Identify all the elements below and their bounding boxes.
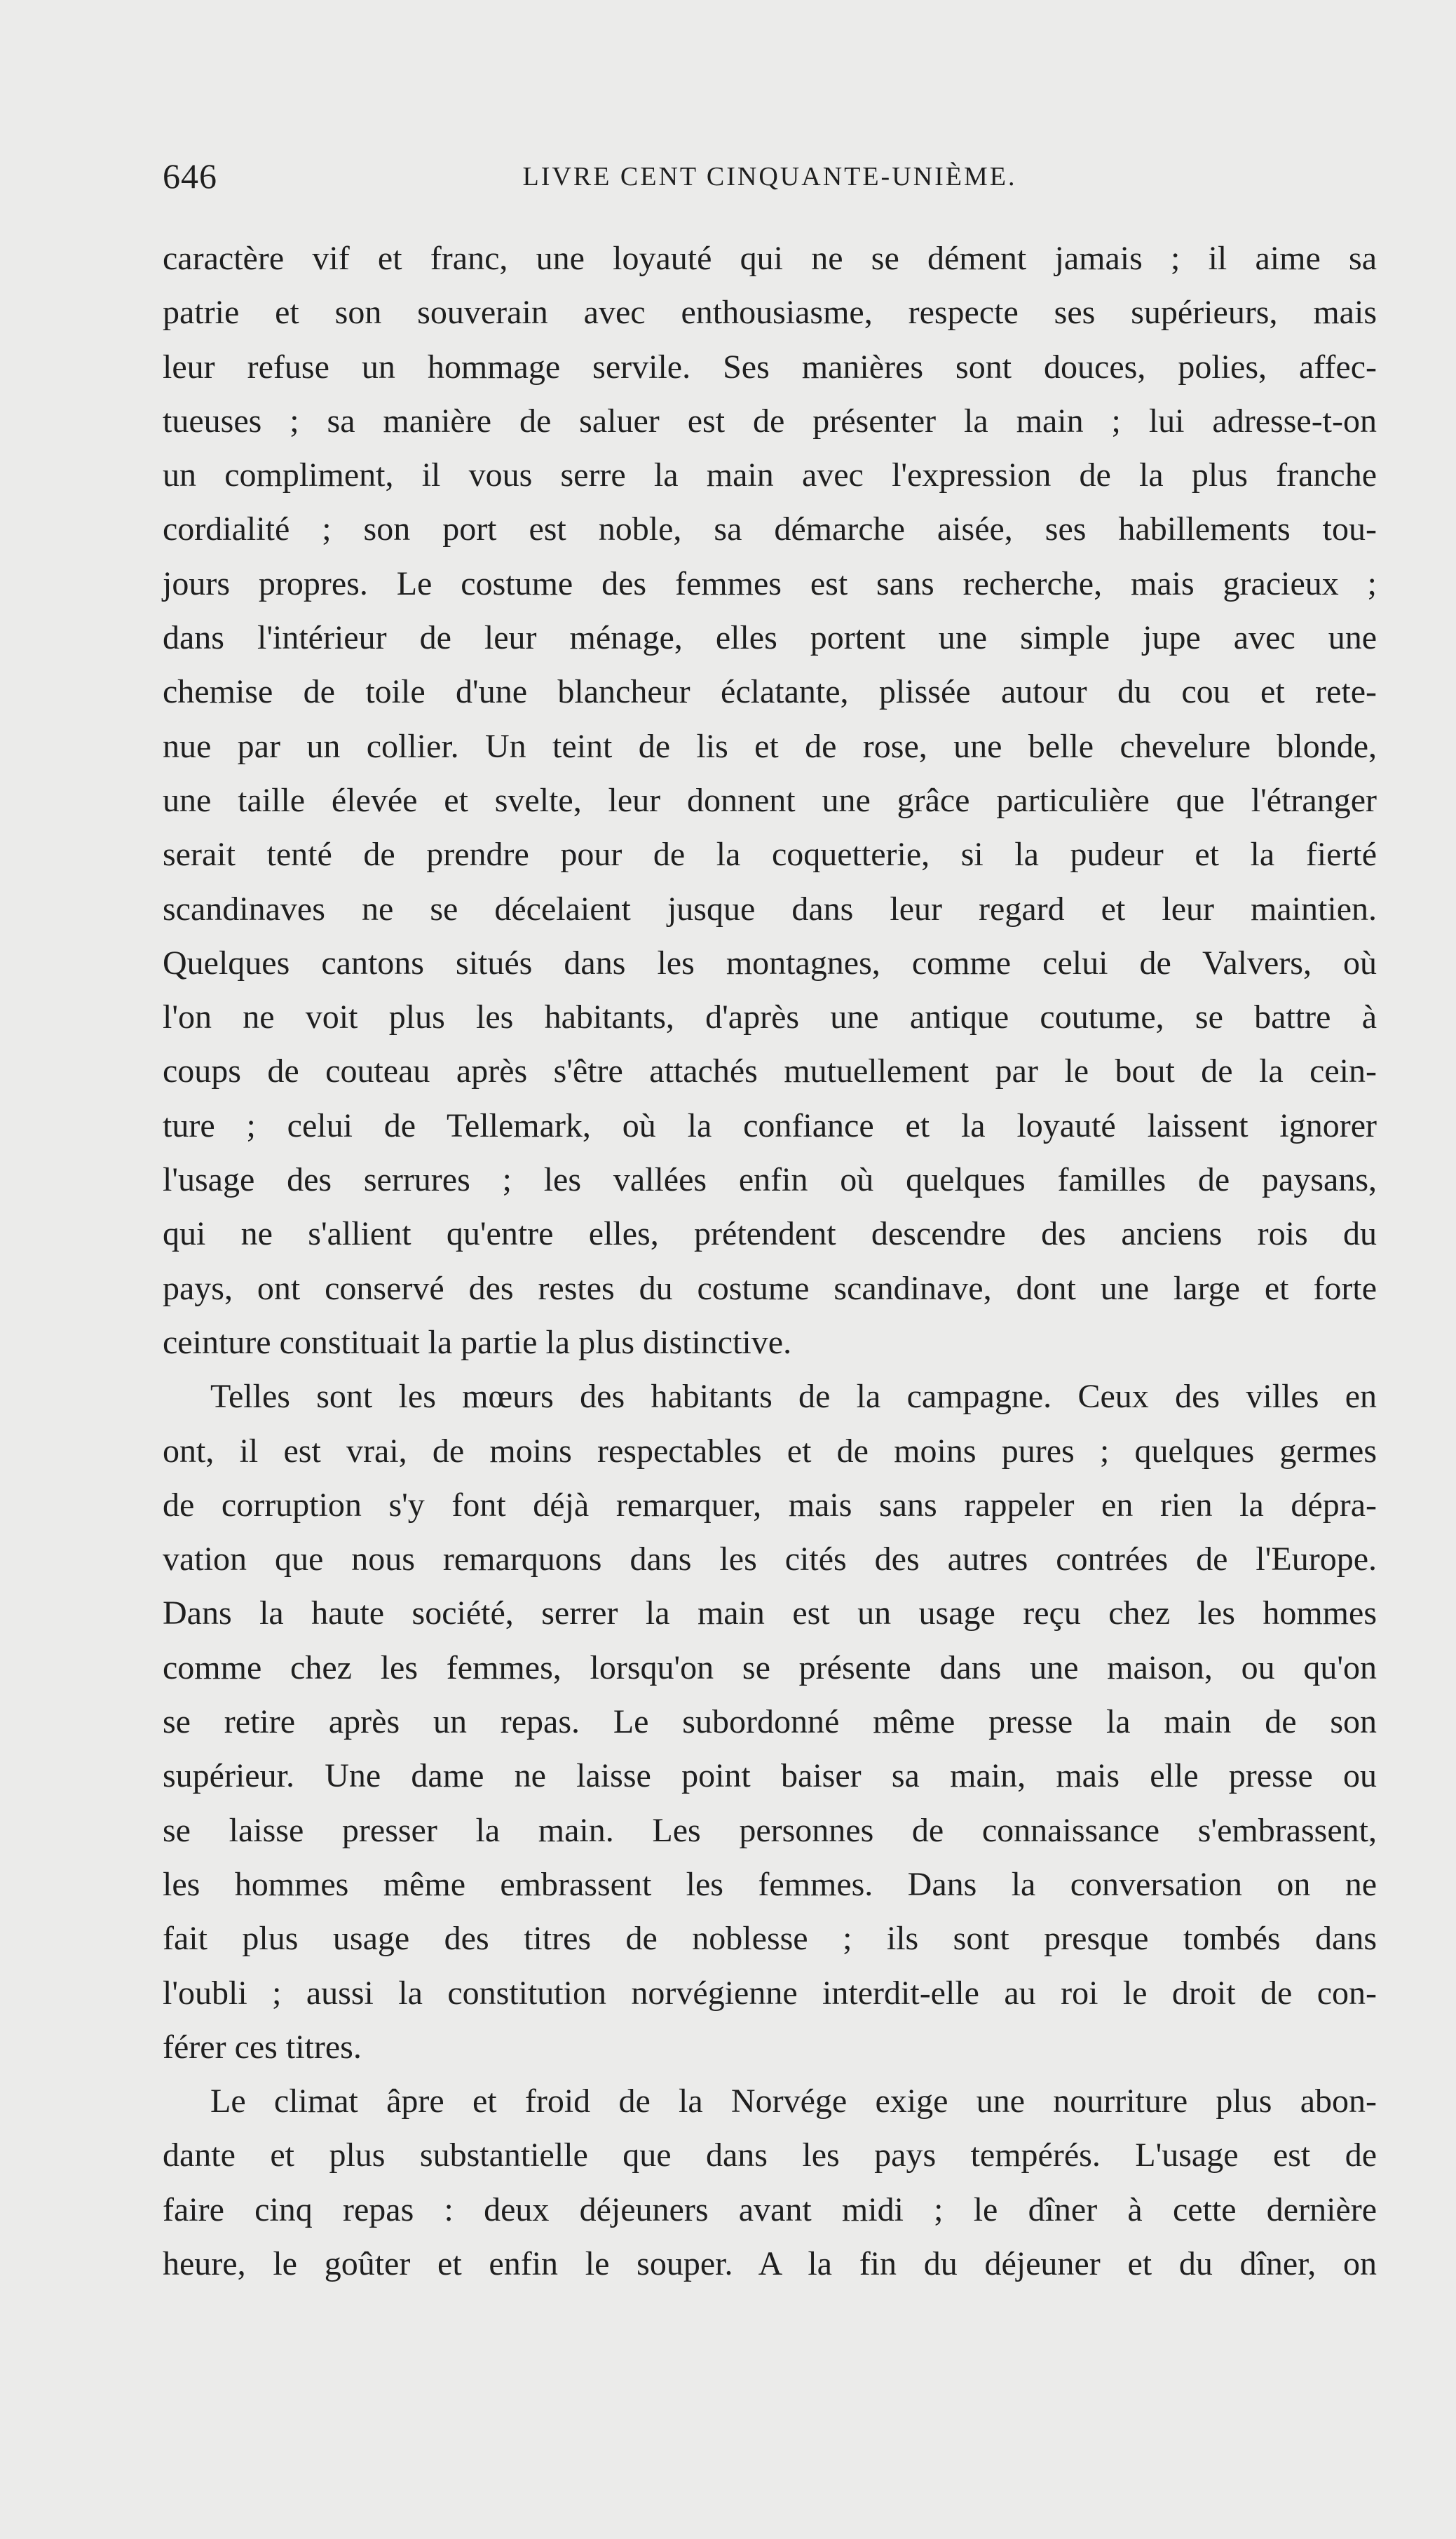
text-line: qui ne s'allient qu'entre elles, prétendent descendre des anciens rois du	[163, 1215, 1377, 1253]
text-line: l'on ne voit plus les habitants, d'après une antique coutume, se battre à	[163, 998, 1377, 1036]
text-line: dans l'intérieur de leur ménage, elles portent une simple jupe avec une	[163, 619, 1377, 657]
text-line: patrie et son souverain avec enthousiasme, respecte ses supérieurs, mais	[163, 294, 1377, 332]
text-line: fait plus usage des titres de noblesse ; ils sont presque tombés dans	[163, 1920, 1377, 1958]
text-line: Dans la haute société, serrer la main est un usage reçu chez les hommes	[163, 1595, 1377, 1632]
text-line: pays, ont conservé des restes du costume scandinave, dont une large et forte	[163, 1269, 1377, 1307]
text-line: un compliment, il vous serre la main avec l'expression de la plus franche	[163, 456, 1377, 494]
body-text	[163, 231, 1377, 2291]
paragraph-end-line: férer ces titres.	[163, 2028, 362, 2066]
text-line: tueuses ; sa manière de saluer est de présenter la main ; lui adresse-t-on	[163, 402, 1377, 440]
text-line: les hommes même embrassent les femmes. Dans la conversation on ne	[163, 1865, 1377, 1903]
text-line: leur refuse un hommage servile. Ses manières sont douces, polies, affec-	[163, 348, 1377, 386]
text-line: de corruption s'y font déjà remarquer, mais sans rappeler en rien la dépra-	[163, 1486, 1377, 1524]
text-line: coups de couteau après s'être attachés mutuellement par le bout de la cein-	[163, 1052, 1377, 1090]
text-line: Quelques cantons situés dans les montagnes, comme celui de Valvers, où	[163, 944, 1377, 982]
text-line: l'usage des serrures ; les vallées enfin où quelques familles de paysans,	[163, 1161, 1377, 1199]
text-line: caractère vif et franc, une loyauté qui ne se dément jamais ; il aime sa	[163, 240, 1377, 277]
text-line: dante et plus substantielle que dans les pays tempérés. L'usage est de	[163, 2137, 1377, 2174]
text-line: serait tenté de prendre pour de la coquetterie, si la pudeur et la fierté	[163, 836, 1377, 874]
paragraph-start-line: Le climat âpre et froid de la Norvége exige une nourriture plus abon-	[210, 2083, 1377, 2120]
text-line: vation que nous remarquons dans les cités des autres contrées de l'Europe.	[163, 1541, 1377, 1578]
text-line: ont, il est vrai, de moins respectables et de moins pures ; quelques germes	[163, 1432, 1377, 1470]
paragraph-start-line: Telles sont les mœurs des habitants de la campagne. Ceux des villes en	[210, 1378, 1377, 1416]
text-line: nue par un collier. Un teint de lis et de rose, une belle chevelure blonde,	[163, 727, 1377, 765]
page-header	[163, 156, 1377, 198]
text-line: une taille élevée et svelte, leur donnent une grâce particulière que l'étranger	[163, 781, 1377, 819]
text-line: supérieur. Une dame ne laisse point baiser sa main, mais elle presse ou	[163, 1757, 1377, 1795]
text-line: heure, le goûter et enfin le souper. A la fin du déjeuner et du dîner, on	[163, 2245, 1377, 2282]
running-title: LIVRE CENT CINQUANTE-UNIÈME.	[522, 162, 1017, 191]
text-line: chemise de toile d'une blancheur éclatante, plissée autour du cou et rete-	[163, 673, 1377, 711]
text-line: faire cinq repas : deux déjeuners avant midi ; le dîner à cette dernière	[163, 2191, 1377, 2228]
text-line: se laisse presser la main. Les personnes de connaissance s'embrassent,	[163, 1811, 1377, 1849]
text-line: scandinaves ne se décelaient jusque dans leur regard et leur maintien.	[163, 890, 1377, 928]
text-line: comme chez les femmes, lorsqu'on se présente dans une maison, ou qu'on	[163, 1648, 1377, 1686]
text-line: l'oubli ; aussi la constitution norvégienne interdit-elle au roi le droit de con-	[163, 1974, 1377, 2012]
text-line: cordialité ; son port est noble, sa démarche aisée, ses habillements tou-	[163, 510, 1377, 548]
paragraph-end-line: ceinture constituait la partie la plus distinctive.	[163, 1323, 792, 1361]
text-line: jours propres. Le costume des femmes est sans recherche, mais gracieux ;	[163, 564, 1377, 602]
text-line: ture ; celui de Tellemark, où la confiance et la loyauté laissent ignorer	[163, 1106, 1377, 1144]
text-line: se retire après un repas. Le subordonné même presse la main de son	[163, 1703, 1377, 1741]
page-number: 646	[163, 156, 217, 196]
